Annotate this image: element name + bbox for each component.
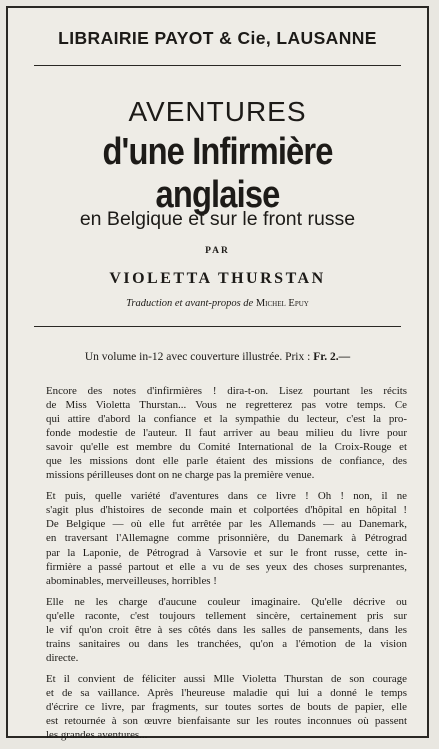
paragraph — [32, 595, 407, 665]
paragraph — [32, 384, 407, 482]
title-line-2: d'une Infirmière anglaise — [102, 131, 333, 216]
translation-prefix: Traduction et avant-propos de — [126, 298, 254, 309]
paragraph-line: firmière a passé partout et elle a vu de ses yeux des choses surprenantes, — [46, 560, 407, 573]
paragraph-line: Encore des notes d'infirmières ! dira-t-on. Lisez pourtant les récits — [46, 385, 407, 397]
title-line-1: AVENTURES — [128, 96, 307, 127]
paragraph-line: directe. — [46, 651, 79, 664]
volume-info — [8, 351, 427, 363]
paragraph-line: fonde modestie de l'auteur. Il faut arriver au beau milieu du livre pour — [46, 427, 407, 440]
paragraph-line: qui attire d'abord la confiance et la sympathie du lecteur, c'est la pro- — [46, 413, 407, 426]
paragraph-line: De Belgique — où elle fut arrêtée par les Allemands — au Danemark, — [46, 518, 407, 531]
paragraph-line: trains sanitaires ou dans les tranchées, qu'on a l'émotion de la vision — [46, 637, 407, 650]
translator-name: Michel Epuy — [255, 298, 309, 309]
volume-text: Un volume in-12 avec couverture illustrée. Prix : — [84, 351, 311, 363]
paragraph-line: missions périlleuses dont on ne charge pas la première venue. — [46, 469, 315, 482]
title-line-3: en Belgique et sur le front russe — [79, 208, 356, 230]
paragraph-line: qu'elle raconte, c'est toujours tellement sincère, certainement pris sur — [46, 609, 407, 622]
paragraph-line: Et il convient de féliciter aussi Mlle Violetta Thurstan de son courage — [46, 672, 407, 685]
paragraph-line: de Miss Violetta Thurstan... Vous ne regretterez pas votre temps. Ce — [46, 399, 407, 412]
by-label: PAR — [205, 246, 230, 256]
translation-credit — [8, 298, 427, 309]
paragraph-line: le vif qu'on croit être à ses côtés dans les salles de pansements, dans les — [46, 623, 407, 636]
header-rule — [34, 65, 401, 66]
section-rule — [34, 326, 401, 327]
paragraph — [32, 489, 407, 587]
publisher-header: LIBRAIRIE PAYOT & Cie, LAUSANNE — [58, 28, 377, 48]
paragraph-line: s'agit plus d'histoires de seconde main et colportées d'hôpital en hôpital ! — [46, 504, 407, 517]
paragraph-line: que les missions dont elle parle étaient des missions de confiance, des — [46, 455, 407, 468]
paragraph-line: est retournée à son œuvre bienfaisante sur les routes inconnues où passent — [46, 715, 407, 728]
paragraph-line: les grandes aventures... — [46, 729, 148, 742]
paragraph-line: et de sa vaillance. Après l'heureuse maladie qui lui a donné le temps — [46, 686, 407, 699]
paragraph-line: abominables, merveilleuses, horribles ! — [46, 574, 217, 587]
paragraph-line: Et puis, quelle variété d'aventures dans ce livre ! Oh ! non, il ne — [46, 490, 407, 503]
paragraph — [32, 672, 407, 742]
description-body — [32, 384, 407, 749]
paragraph-line: d'écrire ce livre, par fragments, sur toutes sortes de bouts de papier, elle — [46, 700, 407, 713]
paragraph-line: en traversant l'Allemagne comme prisonnière, du Danemark à Pétrograd — [46, 532, 407, 545]
paragraph-line: par la Laponie, de Pétrograd à Varsovie et sur le front russe, cette in- — [46, 546, 407, 559]
author-name: VIOLETTA THURSTAN — [109, 270, 326, 287]
paragraph-line: Elle ne les charge d'aucune couleur imaginaire. Qu'elle décrive ou — [46, 595, 407, 608]
price: Fr. 2.— — [313, 351, 351, 363]
advertisement-page — [6, 6, 429, 742]
paragraph-line: savoir qu'elle est membre du Comité International de la Croix-Rouge et — [46, 441, 407, 454]
